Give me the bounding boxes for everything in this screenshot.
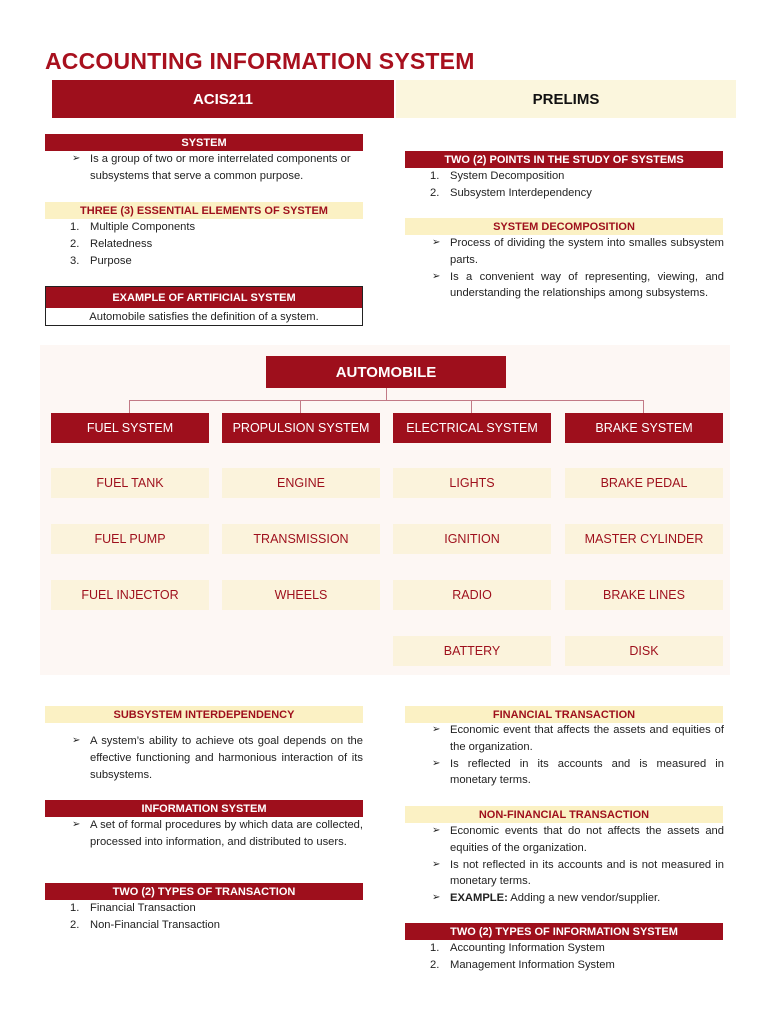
connector-line [471, 400, 472, 413]
arrow-bullet-icon: ➢ [432, 892, 441, 904]
transaction-type-text: Financial Transaction [90, 902, 196, 914]
list-item [428, 756, 724, 790]
decomposition-heading: SYSTEM DECOMPOSITION [405, 218, 723, 235]
course-code-banner [52, 80, 394, 118]
essential-elements-heading: THREE (3) ESSENTIAL ELEMENTS OF SYSTEM [45, 202, 363, 219]
nonfinancial-text: Is not reflected in its accounts and is not measured in monetary terms. [450, 858, 724, 888]
list-number: 3. [70, 254, 80, 267]
fuel-system-node: FUEL SYSTEM [51, 413, 209, 443]
system-definition [68, 151, 368, 185]
financial-text: Economic event that affects the assets and equities of the organization. [450, 724, 724, 753]
component-node: BATTERY [393, 636, 551, 666]
component-node: BRAKE PEDAL [565, 468, 723, 498]
arrow-bullet-icon: ➢ [432, 757, 441, 769]
list-number: 2. [430, 186, 440, 199]
list-item [428, 857, 724, 891]
automobile-root-node: AUTOMOBILE [266, 356, 506, 388]
list-item [428, 185, 718, 202]
list-number: 2. [70, 918, 80, 931]
interdependency-list [68, 733, 363, 783]
list-item [428, 957, 718, 974]
list-item [428, 269, 724, 303]
list-item [428, 168, 718, 185]
brake-system-node: BRAKE SYSTEM [565, 413, 723, 443]
financial-transaction-heading: FINANCIAL TRANSACTION [405, 706, 723, 723]
information-system-heading: INFORMATION SYSTEM [45, 800, 363, 817]
information-system-text: A set of formal procedures by which data are collected, processed into information, and distributed to users. [90, 819, 363, 848]
arrow-bullet-icon: ➢ [72, 153, 81, 164]
nonfinancial-transaction-heading: NON-FINANCIAL TRANSACTION [405, 806, 723, 823]
list-number: 1. [70, 902, 80, 914]
decomposition-list [428, 235, 724, 302]
component-node: DISK [565, 636, 723, 666]
component-node: LIGHTS [393, 468, 551, 498]
example-heading: EXAMPLE OF ARTIFICIAL SYSTEM [46, 287, 362, 308]
two-points-heading: TWO (2) POINTS IN THE STUDY OF SYSTEMS [405, 151, 723, 168]
component-node: TRANSMISSION [222, 524, 380, 554]
connector-line [643, 400, 644, 413]
arrow-bullet-icon: ➢ [432, 270, 441, 282]
component-node: BRAKE LINES [565, 580, 723, 610]
component-node: FUEL INJECTOR [51, 580, 209, 610]
interdependency-heading: SUBSYSTEM INTERDEPENDENCY [45, 706, 363, 723]
financial-transaction-list [428, 722, 724, 789]
list-item [428, 940, 718, 957]
list-item [68, 236, 348, 253]
component-node: ENGINE [222, 468, 380, 498]
nonfinancial-text: Economic events that do not affects the assets and equities of the organization. [450, 825, 724, 854]
is-type-text: Accounting Information System [450, 942, 605, 954]
arrow-bullet-icon: ➢ [72, 819, 81, 830]
term-label: PRELIMS [532, 90, 600, 108]
two-points-list [428, 168, 718, 202]
information-system-list [68, 817, 363, 851]
element-text: Relatedness [90, 237, 153, 250]
list-number: 1. [70, 221, 80, 233]
component-node: RADIO [393, 580, 551, 610]
connector-line [300, 400, 301, 413]
interdependency-text: A system’s ability to achieve ots goal depends on the effective functioning and harmonious interaction of its subsystems. [90, 735, 363, 781]
transaction-types-list [68, 900, 348, 934]
decomposition-text: Process of dividing the system into smalles subsystem parts. [450, 237, 724, 266]
example-text: Adding a new vendor/supplier. [507, 892, 661, 905]
nonfinancial-transaction-list [428, 823, 724, 907]
list-item [428, 890, 724, 907]
term-banner [396, 80, 736, 118]
is-type-text: Management Information System [450, 958, 615, 971]
arrow-bullet-icon: ➢ [72, 735, 81, 746]
financial-text: Is reflected in its accounts and is measured in monetary terms. [450, 757, 724, 787]
decomposition-text: Is a convenient way of representing, viewing, and understanding the relationships among subsystems. [450, 270, 724, 300]
arrow-bullet-icon: ➢ [432, 858, 441, 870]
connector-line [386, 388, 387, 400]
list-item [68, 900, 348, 917]
list-item [68, 733, 363, 783]
connector-line [129, 400, 130, 413]
list-number: 2. [70, 237, 80, 250]
arrow-bullet-icon: ➢ [432, 724, 441, 735]
component-node: MASTER CYLINDER [565, 524, 723, 554]
element-text: Purpose [90, 254, 132, 267]
list-item [428, 722, 724, 756]
transaction-types-heading: TWO (2) TYPES OF TRANSACTION [45, 883, 363, 900]
connector-line [129, 400, 644, 401]
component-node: IGNITION [393, 524, 551, 554]
component-node: FUEL TANK [51, 468, 209, 498]
list-item [68, 151, 368, 185]
element-text: Multiple Components [90, 221, 196, 233]
list-number: 1. [430, 942, 440, 954]
example-text: Automobile satisfies the definition of a system. [89, 310, 319, 323]
point-text: System Decomposition [450, 170, 565, 182]
arrow-bullet-icon: ➢ [432, 237, 441, 248]
nonfinancial-example [450, 890, 724, 907]
list-item [428, 235, 724, 269]
propulsion-system-node: PROPULSION SYSTEM [222, 413, 380, 443]
system-heading: SYSTEM [45, 134, 363, 151]
component-node: WHEELS [222, 580, 380, 610]
list-item [68, 253, 348, 270]
electrical-system-node: ELECTRICAL SYSTEM [393, 413, 551, 443]
is-types-heading: TWO (2) TYPES OF INFORMATION SYSTEM [405, 923, 723, 940]
example-box [45, 286, 363, 326]
list-item [68, 917, 348, 934]
essential-elements-list [68, 219, 348, 269]
automobile-diagram [40, 345, 730, 675]
list-item [68, 817, 363, 851]
transaction-type-text: Non-Financial Transaction [90, 918, 220, 931]
example-label: EXAMPLE: [450, 892, 508, 905]
component-node: FUEL PUMP [51, 524, 209, 554]
list-item [68, 219, 348, 236]
is-types-list [428, 940, 718, 974]
course-code: ACIS211 [192, 90, 254, 108]
system-bullet-text: Is a group of two or more interrelated components or subsystems that serve a common purpose. [90, 153, 351, 182]
point-text: Subsystem Interdependency [450, 186, 592, 199]
list-number: 2. [430, 958, 440, 971]
list-item [428, 823, 724, 857]
arrow-bullet-icon: ➢ [432, 825, 441, 836]
page-title: ACCOUNTING INFORMATION SYSTEM [45, 48, 475, 74]
list-number: 1. [430, 170, 440, 182]
